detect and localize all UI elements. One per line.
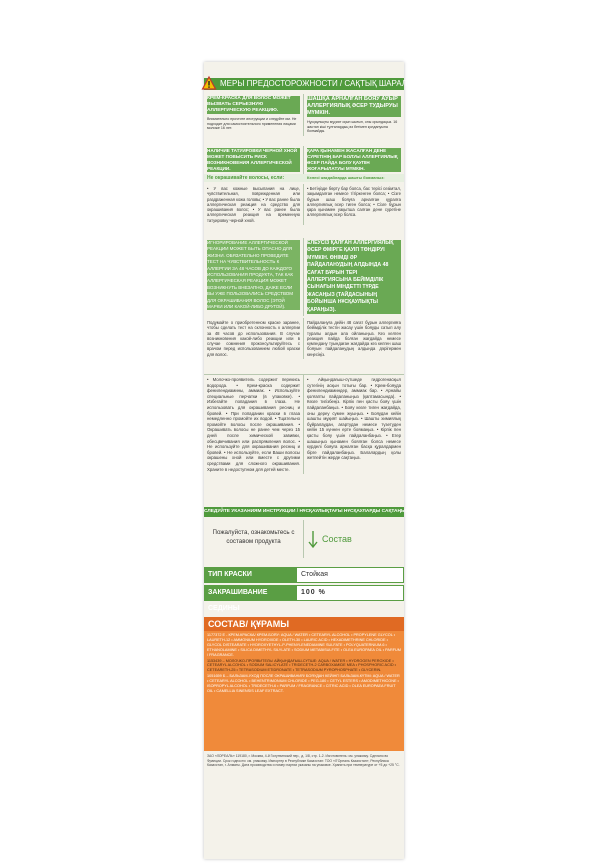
allergy-test-kz: ЕЛЕУСІЗ ҚАЛҒАН АЛЛЕРГИЯЛЫҚ ӘСЕР ӨМІРГЕ ҚАУІП ТӨНДІРУІ МҮМКІН. ӨНІМДІ ӘР ПАЙДАЛАНУДЫҢ АЛДЫНДА 48 САҒАТ БҰРЫН ТЕРІ АЛЛЕРГИЯСЫНА БЕЙІМДІЛІК СЫНАҒЫН МІНДЕТТІ ТҮРДЕ ЖАСАҢЫЗ (ТАЙДАСЫНЫҢ БОЙЫНША НҰСҚАУЛЫҚТЫ ҚАРАҢЫЗ). — [307, 240, 401, 314]
composition-developer: 1153439 – МОЛОЧКО-ПРОЯВИТЕЛЬ/ АЙҚЫНДАҒЫШ-СҮТШЕ: AQUA / WATER • HYDROGEN PEROXIDE • CETEARYL ALCOHOL • SODIUM SALICYLATE • TRIDECETH-2 CARBOXAMIDE MEA • PHOSPHORIC ACID • CETEARETH-25 • TETRASODIUM ETIDRONATE • TETRASODIUM PYROPHOSPHATE • GLYCERIN. — [207, 658, 397, 673]
spec-value: Стойкая — [296, 567, 404, 583]
spec-key: ТИП КРАСКИ — [204, 567, 296, 583]
warning-icon — [202, 76, 216, 90]
instructions-text-kz: • Айқындағыш-сүтшеде гидрогенасқыл сутегінің асқын тотығы бар. • Крем-бояуда фенилендиаминдер, аммиак бар. • Арнайы қолғапты пайдаланыңыз (қаптамасында). • Көзге тигізбеңіз. Кірпік пен қасты бояу үшін пайдаланбаңыз. • Бояу көзге тиген жағдайда, оны дереу сумен жуыңыз. • Бояудан кейін шашты мұқият шайыңыз. • Шашты химиялық бұйралаудан, ағартудан немесе түзетуден кейін 15 күннен ерте боямаңыз. • Кірпік пен қасты бояу үшін пайдаланбаңыз. • Егер шашыңыз қынамен боялған болса немесе күрделі бояуға арналған басқа құралдармен бірге пайдаланбаңыз. Балалардың қолы жетпейтін жерде сақтаңыз. — [307, 377, 401, 461]
do-not-dye-kz: Келесі жағдайларда шашты бояманыз: — [307, 175, 385, 180]
composition-notice-text: Пожалуйста, ознакомьтесь с составом продукта — [204, 520, 304, 558]
warning-block-1 — [204, 94, 404, 136]
instructions-text-ru: • Молочко-проявитель содержит перекись водорода. • Крем-краска содержит фенилендиамины, аммиак. • Используйте специальные перчатки (в упаковке). • Избегайте попадания в глаза. Не использовать для окрашивания ресниц и бровей. • При попадании краски в глаза немедленно промойте их водой. • Тщательно промойте волосы после окрашивания. • Окрашивать волосы не ранее чем через 15 дней после химической завивки, обесцвечивания или распрямления волос. • Не используйте для окрашивания ресниц и бровей. • Не используйте, если Ваши волосы окрашены хной или вместе с другими средствами для сложного окрашивания. Храните в недоступном для детей месте. — [207, 377, 300, 472]
tattoo-heading-kz: ҚАРА ҚЫНАМЕН ЖАСАЛҒАН ДЕНЕ СУРЕТІНІҢ БАР БОЛУЫ АЛЛЕРГИЯЛЫҚ ӘСЕР ПАЙДА БОЛУ ҚАУПІН ЖОҒАРЫЛАТУЫ МҮМКІН. — [307, 148, 401, 172]
composition-notice — [204, 520, 404, 558]
arrow-down-icon — [308, 530, 318, 548]
do-not-dye-subheader — [204, 174, 404, 182]
allergy-test-ru: ИГНОРИРОВАНИЕ АЛЛЕРГИЧЕСКОЙ РЕАКЦИИ МОЖЕТ БЫТЬ ОПАСНО ДЛЯ ЖИЗНИ. ОБЯЗАТЕЛЬНО ПРОВЕДИТЕ ТЕСТ НА ЧУВСТВИТЕЛЬНОСТЬ К АЛЛЕРГИИ ЗА 48 ЧАСОВ ДО КАЖДОГО ИСПОЛЬЗОВАНИЯ ПРОДУКТА, ТАК КАК АЛЛЕРГИЧЕСКАЯ РЕАКЦИЯ МОЖЕТ ВОЗНИКНУТЬ ВНЕЗАПНО, ДАЖЕ ЕСЛИ ВЫ УЖЕ ПОЛЬЗОВАЛИСЬ СРЕДСТВОМ ДЛЯ ОКРАШИВАНИЯ ВОЛОС (ЭТОЙ МАРКИ ИЛИ КАКОЙ-ЛИБО ДРУГОЙ). — [207, 240, 300, 310]
composition-link-label: Состав — [322, 534, 352, 544]
allergy-test-block — [204, 238, 404, 316]
composition-conditioner: 1051659 Б – БАЛЬЗАМ-УХОД ПОСЛЕ ОКРАШИВАНИЯ/ БОЯУДАН КЕЙІНГІ БАЛЬЗАМ-КҮТІМ: AQUA / WATER • CETEARYL ALCOHOL • BEHENTRIMONIUM CHLORIDE • PEG-180 • CETYL ESTERS • AMODIMETHICONE • ISOPROPYL ALCOHOL • TRIDECETH-6 • PARFUM / FRAGRANCE • CITRIC ACID • OLEA EUROPAEA FRUIT OIL • CAMELLIA SINENSIS LEAF EXTRACT. — [207, 674, 400, 693]
composition-colorant: 1177372 Е - КРЕМ-КРАСКА/ КРЕМ-БОЯУ: AQUA / WATER • CETEARYL ALCOHOL • PROPYLENE GLYCOL • LAURETH-12 • AMMONIUM HYDROXIDE • OLETH-30 • LAURIC ACID • HEXADIMETHRINE CHLORIDE • GLYCOL DISTEARATE • HYDROXYETHYL-P-PHENYLENEDIAMINE SULFATE • POLYQUATERNIUM-6 • ETHANOLAMINE • SILICA DIMETHYL SILYLATE • SODIUM METABISULFITE • OLEA EUROPAEA OIL • PARFUM / FRAGRANCE. — [207, 633, 401, 657]
precautions-title: МЕРЫ ПРЕДОСТОРОЖНОСТИ / САҚТЫҚ ШАРАЛАРЫ — [220, 79, 425, 88]
warning-block-2 — [204, 146, 404, 174]
advice-block — [204, 318, 404, 359]
composition-body — [204, 631, 404, 751]
follow-instructions-bar: СЛЕДУЙТЕ УКАЗАНИЯМ ИНСТРУКЦИИ / НҰСҚАУЛЫҚТАҒЫ НҰСҚАУЛАРДЫ САҚТАҢЫЗ — [204, 507, 404, 517]
legal-text: ЗАО «ЛОРЕАЛЬ» 119180, г. Москва, 4-й Голутвинский пер., д. 1/8, стр. 1-2. Изготовитель: см. упаковку. Сделано во Франции. Срок годности: см. упаковку. Импортер в Республике Казахстан: ТОО «Л'Ореаль Казахстан», Республика Казахстан, г. Алматы. Дата производства и номер партии указаны на упаковке. Хранить при температуре от +5 до +25 °С. — [207, 754, 400, 767]
warning-text-ru: Внимательно прочтите инструкции и следуйте им. Не подходит для самостоятельного применения лицами моложе 16 лет. — [207, 117, 297, 131]
tattoo-heading-ru: НАЛИЧИЕ ТАТУИРОВКИ ЧЕРНОЙ ХНОЙ МОЖЕТ ПОВЫСИТЬ РИСК ВОЗНИКНОВЕНИЯ АЛЛЕРГИЧЕСКОЙ РЕАКЦИИ. — [207, 148, 300, 172]
warning-heading-kz: ШАШҚА АРНАЛҒАН БОЯУ АУЫР АЛЛЕРГИЯЛЫҚ ӘСЕР ТУДЫРУЫ МҮМКІН. — [307, 96, 401, 117]
spec-value: 100 % — [296, 585, 404, 601]
do-not-dye-text-kz: • Бетіңізде бөртү бар болса, бас терісі сезімтал, зақымдалған немесе тітіркенген болса; • Сізге бұрын шаш бояуға арналған құралға аллергиялық әсер тиген болса; • Сізге бұрын қара қынамен уақытша салған дене суретіне аллергиялық әсер болса. — [307, 186, 401, 218]
product-box-back — [204, 62, 425, 859]
spec-key: ЗАКРАШИВАНИЕ СЕДИНЫ — [204, 585, 296, 601]
do-not-dye-ru: Не окрашивайте волосы, если: — [207, 175, 285, 181]
instructions-block — [204, 374, 404, 474]
advice-text-ru: Подумайте о приобретенном краске заранее, чтобы сделать тест на склонность к аллергии за 48 часов до использования. В случае возникновения какой-либо реакции или в случае сомнения проконсультируйтесь с врачом перед использованием любой краски для волос. — [207, 320, 300, 357]
advice-text-kz: Пайдалануға дейін 48 сағат бұрын аллергияға бейімділік тестін жасау үшін бояуды сатып алу туралы алдын ала ойланыңыз. Кез келген реакция пайда болған жағдайда немесе күмәндану туындаған жағдайда кез келген шаш бояуын пайдаланудың алдында дәрігермен кеңесіңіз. — [307, 320, 401, 357]
do-not-dye-text-ru: • У вас кожные высыпания на лице, чувствительная, поврежденная или раздраженная кожа головы; • У вас ранее была аллергическая реакция на средство для окрашивания волос; • У вас ранее была аллергическая реакция на временную татуировку черной хной. — [207, 186, 300, 223]
precautions-header — [204, 78, 425, 90]
warning-text-kz: Нұсқаулықты мұқият оқып шығып, оны орындаңыз. 16 жастан кіші тұлғалардың өз бетімен қолдануына болмайды. — [307, 120, 398, 134]
spec-row-dye-type — [204, 567, 404, 583]
warning-heading-ru: КРЕМ-КРАСКА ДЛЯ ВОЛОС МОЖЕТ ВЫЗВАТЬ СЕРЬЕЗНУЮ АЛЛЕРГИЧЕСКУЮ РЕАКЦИЮ. — [207, 96, 300, 114]
composition-header: СОСТАВ/ ҚҰРАМЫ — [204, 617, 404, 631]
do-not-dye-block — [204, 184, 404, 225]
spec-row-grey-coverage — [204, 585, 404, 612]
